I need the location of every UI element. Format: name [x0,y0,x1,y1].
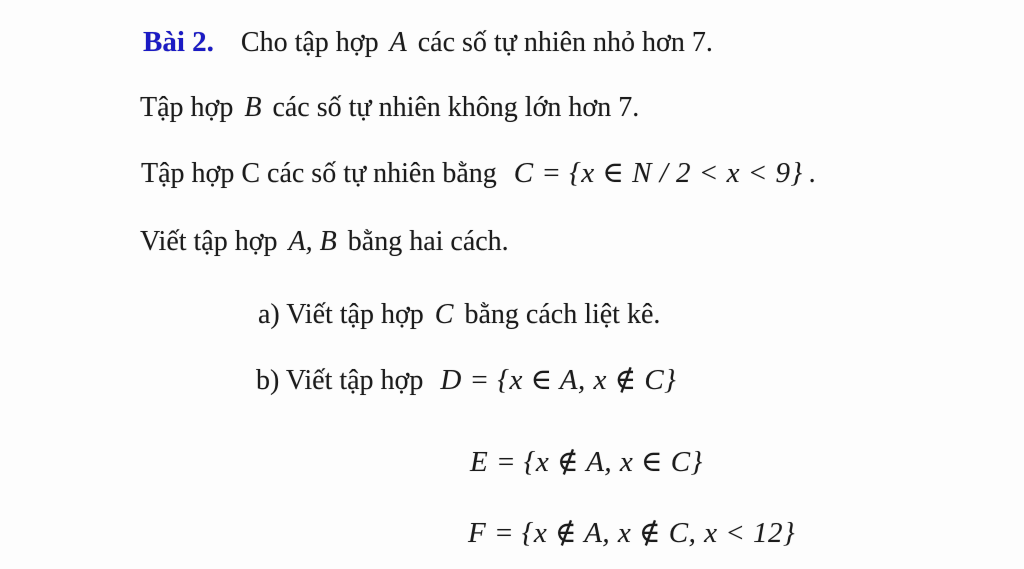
set-e-line [470,444,703,481]
item-b-text-pre: b) Viết tập hợp [256,365,431,396]
intro-text-pre: Cho tập hợp [240,27,386,58]
intro-text-post: các số tự nhiên nhỏ hơn 7. [410,27,713,58]
set-names-ab: A, B [288,226,337,257]
set-d-formula: D = {x ∈ A, x ∉ C} [440,364,677,396]
set-c-text-pre: Tập hợp C các số tự nhiên bằng [141,158,504,189]
set-name-a: A [389,27,407,58]
problem-heading-line [143,24,713,61]
item-b-line [256,362,676,399]
write-sets-line [140,224,509,260]
set-e-formula: E = {x ∉ A, x ∈ C} [470,446,703,478]
write-text-pre: Viết tập hợp [140,226,285,257]
set-name-c: C [434,299,454,330]
set-c-line [141,155,816,192]
problem-label: Bài 2. [143,26,214,58]
set-c-formula: C = {x ∈ N / 2 < x < 9} [513,157,803,189]
item-a-line [258,297,660,333]
set-b-text-post: các số tự nhiên không lớn hơn 7. [265,92,640,123]
set-c-period: . [808,158,816,189]
item-a-text-pre: a) Viết tập hợp [258,299,431,330]
set-b-line [140,90,639,126]
set-b-text-pre: Tập hợp [140,92,241,123]
set-name-b: B [244,92,262,123]
set-f-line [468,515,795,552]
write-text-post: bằng hai cách. [340,226,509,257]
set-f-formula: F = {x ∉ A, x ∉ C, x < 12} [468,517,796,549]
item-a-text-post: bằng cách liệt kê. [457,299,661,330]
